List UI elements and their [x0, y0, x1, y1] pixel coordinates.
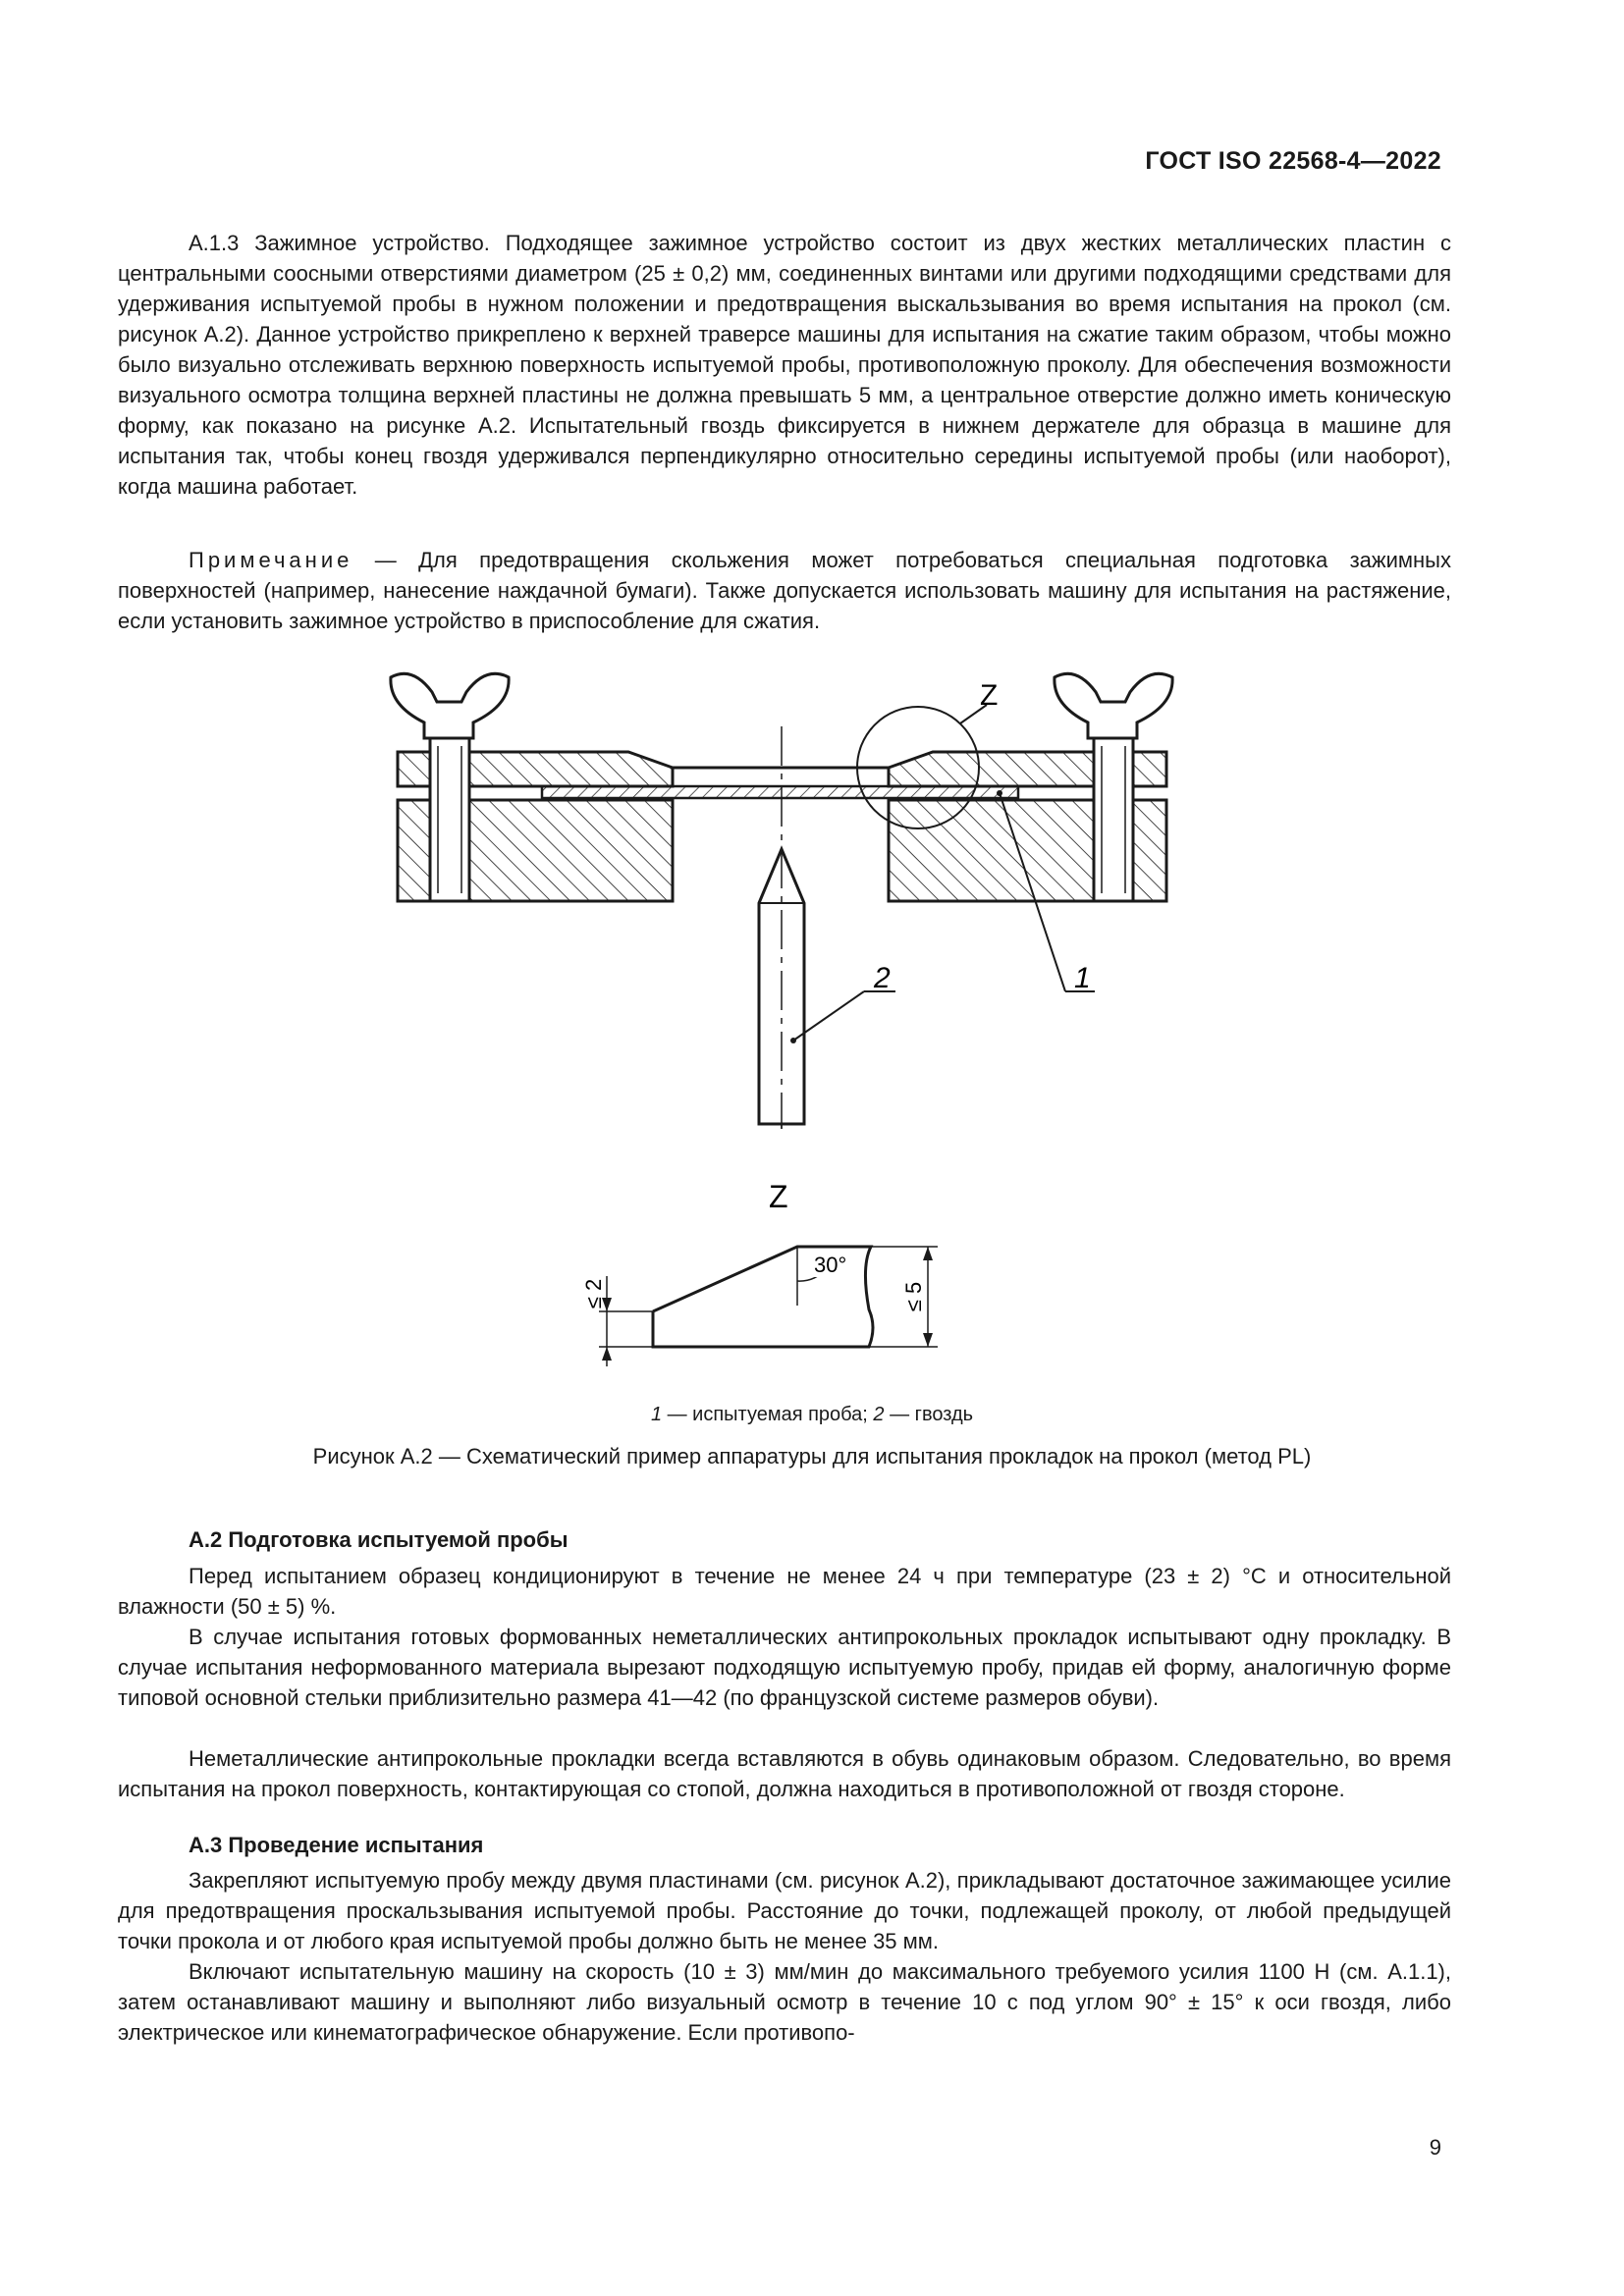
callout-2-leader	[790, 991, 895, 1043]
legend-text-1: — испытуемая проба;	[662, 1404, 874, 1425]
dim-left-label: ≤ 2	[581, 1278, 606, 1309]
callout-2-label: 2	[874, 962, 891, 994]
dim-right-label: ≤ 5	[901, 1281, 926, 1312]
detail-z-title: Z	[769, 1179, 788, 1214]
section-a3-paragraph-1: Закрепляют испытуемую пробу между двумя пластинами (см. рисунок А.2), прикладывают достаточное зажимающее усилие для предотвращения проскальзывания испытуемой пробы. Расстояние до точки, подлежащей проколу, от любой предыдущей точки прокола и от любого края испытуемой пробы должно быть не менее 35 мм.	[118, 1868, 1451, 1953]
section-a3-paragraph-2: Включают испытательную машину на скорость (10 ± 3) мм/мин до максимального требуемого усилия 1100 Н (см. А.1.1), затем останавливают машину и выполняют либо визуальный осмотр в течение 10 с под углом 90° ± 15° к оси гвоздя, либо электрическое или кинематографическое обнаружение. Если противопо-	[118, 1959, 1451, 2045]
section-a3-heading: А.3 Проведение испытания	[189, 1833, 484, 1857]
callout-1-label: 1	[1074, 962, 1091, 994]
detail-z-label: Z	[980, 679, 999, 712]
detail-z-drawing	[599, 1247, 938, 1366]
test-specimen	[542, 786, 1018, 798]
page-number: 9	[1429, 2135, 1441, 2160]
note-label: Примечание	[189, 548, 353, 572]
section-a13-paragraph: А.1.3 Зажимное устройство. Подходящее зажимное устройство состоит из двух жестких металлических пластин с центральными соосными отверстиями диаметром (25 ± 0,2) мм, соединенных винтами или другими подходящими средствами для удерживания испытуемой пробы в нужном положении и предотвращения выскальзывания во время испытания на прокол (см. рисунок А.2). Данное устройство прикреплено к верхней траверсе машины для испытания на сжатие таким образом, чтобы можно было визуально отслеживать верхнюю поверхность испытуемой пробы, противоположную проколу. Для обеспечения возможности визуального осмотра толщина верхней пластины не должна превышать 5 мм, а центральное отверстие должно иметь коническую форму, как показано на рисунке А.2. Испытательный гвоздь фиксируется в нижнем держателе для образца в машине для испытания так, чтобы конец гвоздя удерживался перпендикулярно относительно середины испытуемой пробы (или наоборот), когда машина работает.	[118, 231, 1451, 499]
figure-legend	[0, 1401, 1624, 1428]
document-id: ГОСТ ISO 22568-4—2022	[1145, 147, 1441, 175]
section-a2-paragraph-1: Перед испытанием образец кондиционируют в течение не менее 24 ч при температуре (23 ± 2) °С и относительной влажности (50 ± 5) %.	[118, 1564, 1451, 1619]
section-a2-paragraph-3: Неметаллические антипрокольные прокладки всегда вставляются в обувь одинаковым образом. Следовательно, во время испытания на прокол поверхность, контактирующая со стопой, должна находиться в противоположной от гвоздя стороне.	[118, 1746, 1451, 1801]
nail	[759, 849, 804, 1129]
section-a2-paragraph-2: В случае испытания готовых формованных неметаллических антипрокольных прокладок испытывают одну прокладку. В случае испытания неформованного материала вырезают подходящую испытуемую пробу, придав ей форму, аналогичную форме типовой основной стельки приблизительно размера 41—42 (по французской системе размеров обуви).	[118, 1625, 1451, 1710]
angle-label: 30°	[814, 1253, 847, 1277]
legend-number-2: 2	[873, 1404, 885, 1425]
legend-number-1: 1	[650, 1404, 663, 1425]
figure-caption: Рисунок А.2 — Схематический пример аппаратуры для испытания прокладок на прокол (метод PL)	[312, 1444, 1312, 1468]
legend-text-2: — гвоздь	[884, 1404, 974, 1425]
section-a2-heading: А.2 Подготовка испытуемой пробы	[189, 1527, 568, 1552]
note-text: — Для предотвращения скольжения может потребоваться специальная подготовка зажимных поверхностей (например, нанесение наждачной бумаги). Также допускается использовать машину для испытания на растяжение, если установить зажимное устройство в приспособление для сжатия.	[118, 548, 1451, 633]
